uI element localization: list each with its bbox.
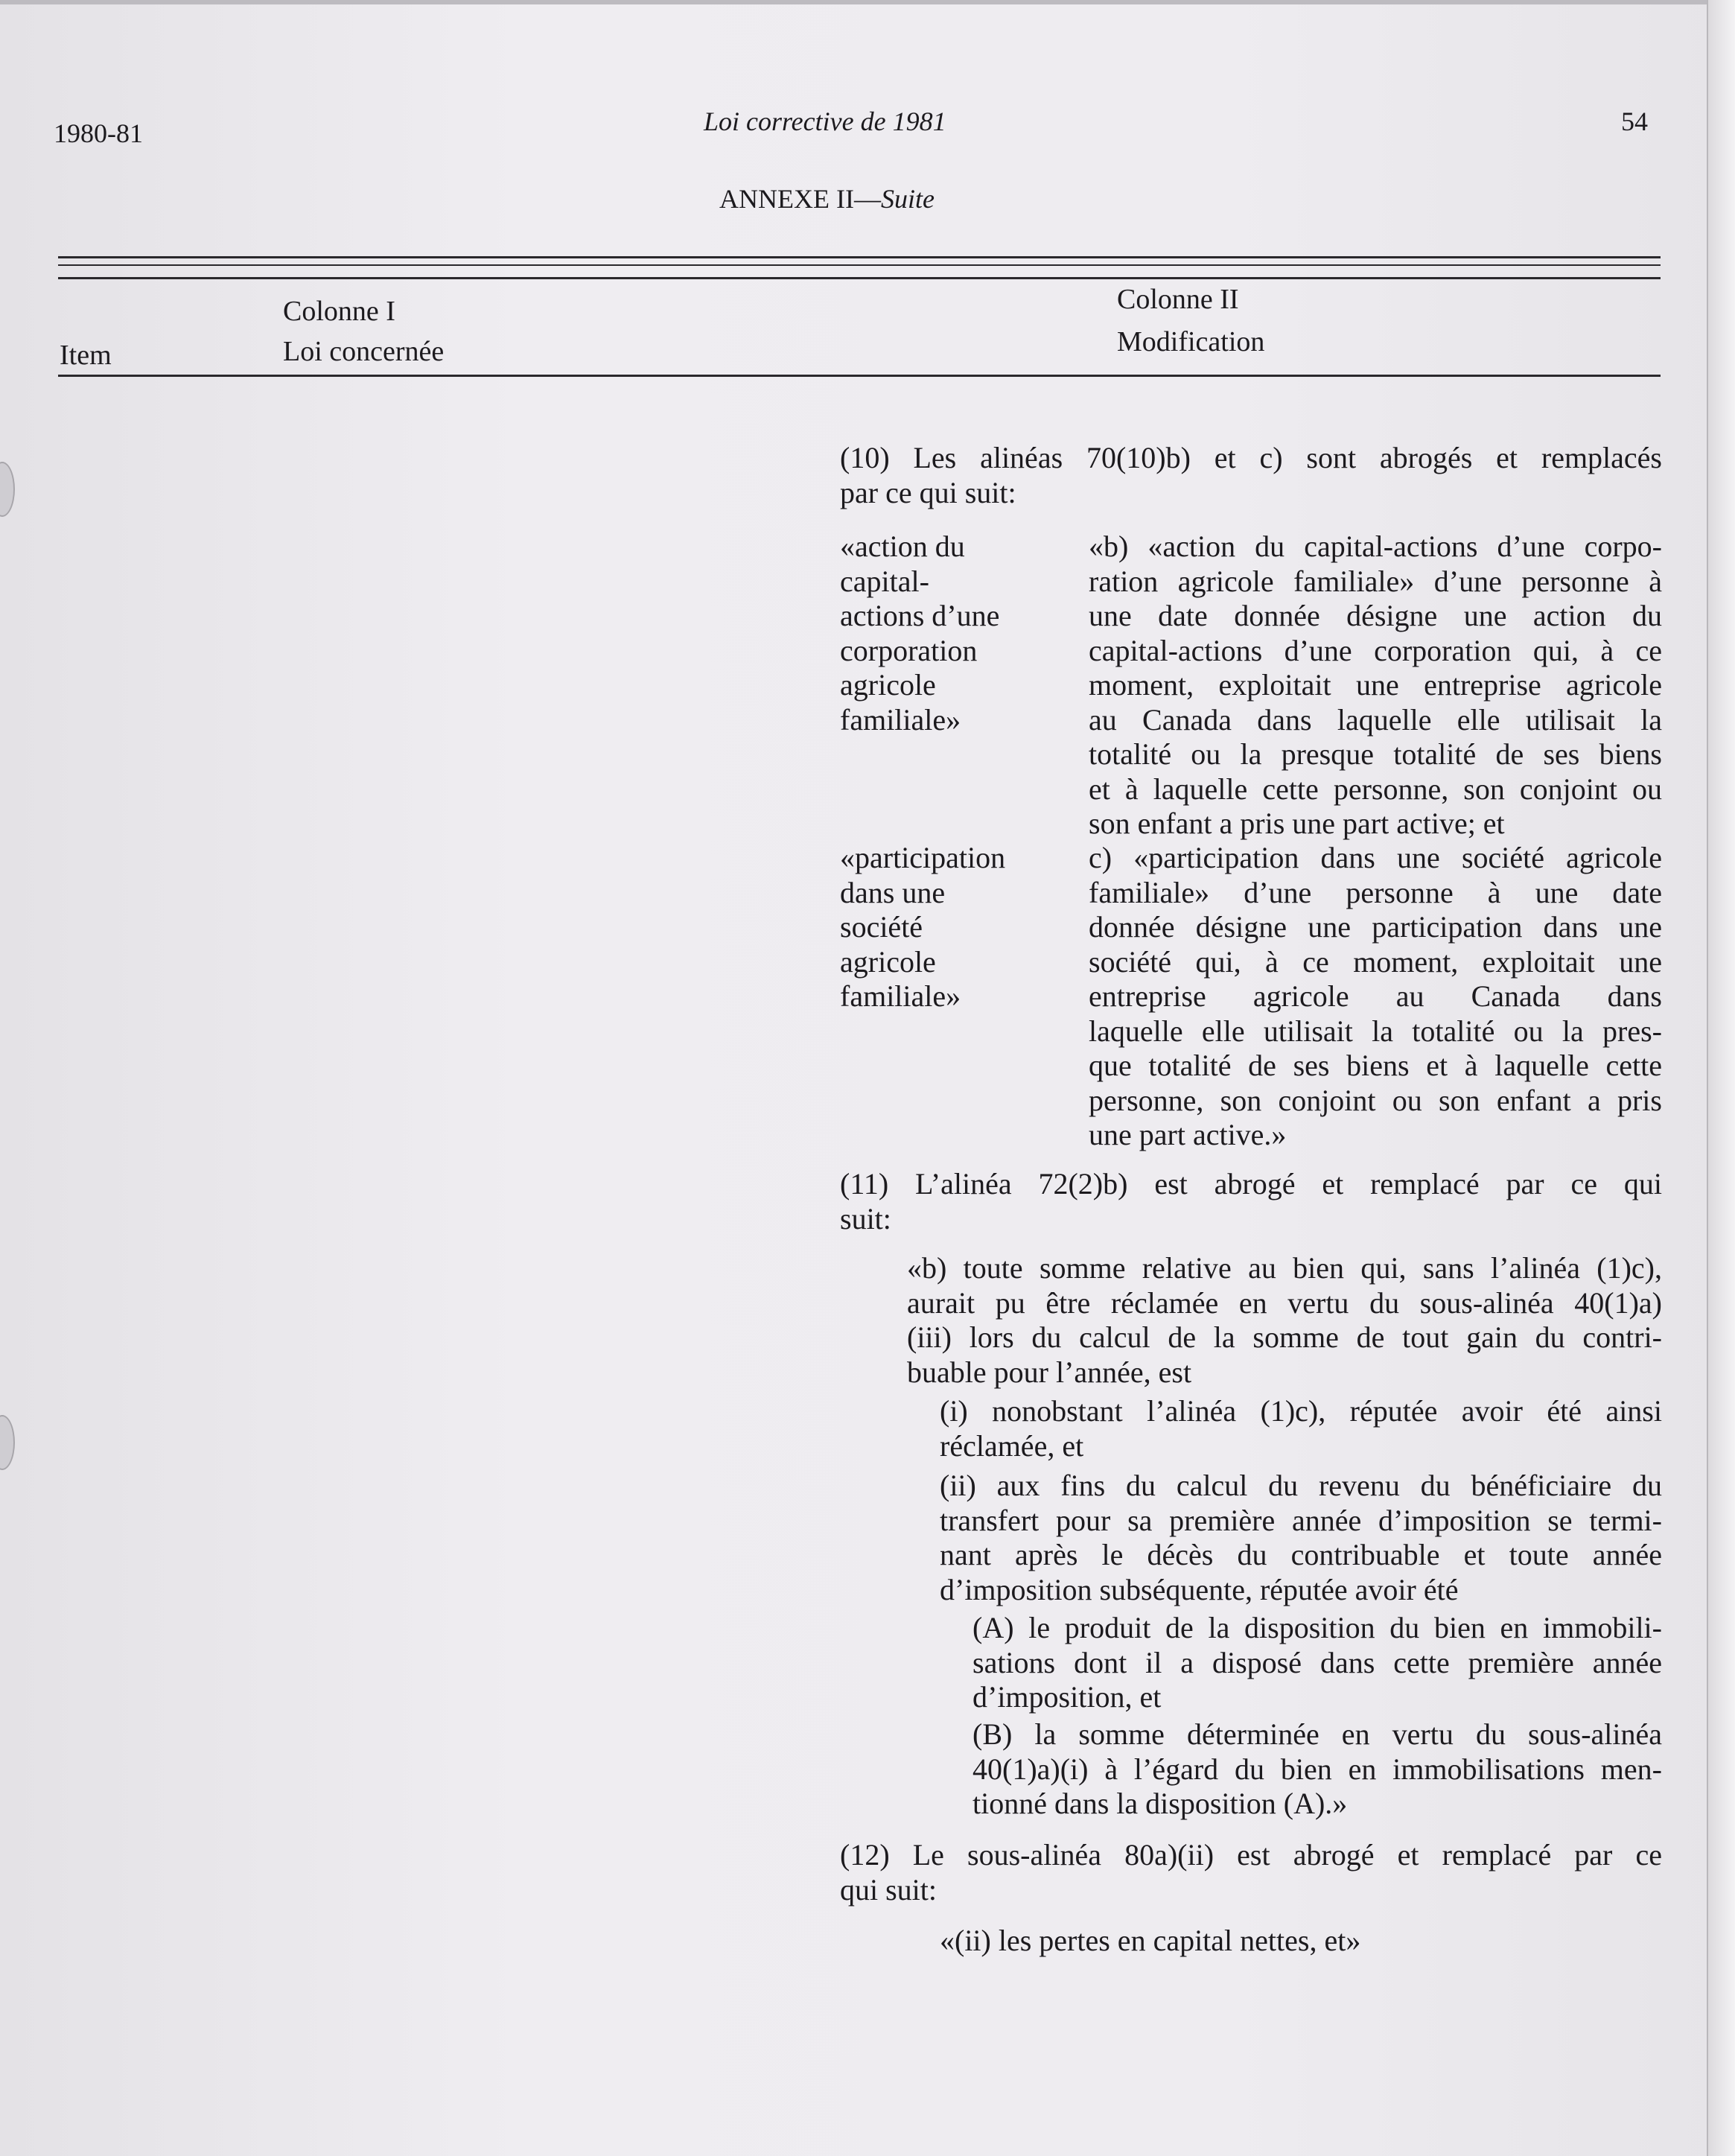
header-rule-top-3 (58, 277, 1661, 279)
column-2-title: Colonne II (1117, 284, 1239, 315)
header-session: 1980-81 (54, 118, 143, 148)
paragraph-10-intro: (10) Les alinéas 70(10)b) et c) sont abrogés et remplacés par ce qui suit: (840, 441, 1662, 509)
clause-b: «b) toute somme relative au bien qui, sans l’alinéa (1)c), aurait pu être réclamée en vertu du sous-alinéa 40(1)a) (iii) lors du calcul de la somme de tout gain du contri- buable pour l’année, est (907, 1251, 1662, 1389)
page-right-edge (1707, 0, 1735, 2156)
annex-heading: ANNEXE II—Suite (719, 184, 935, 214)
definition-c: c) «participation dans une société agricole familiale» d’une personne à une date donnée désigne une participation dans une société qui, à ce moment, exploitait une entreprise agricole au Canada dans laquelle elle utilisait la totalité ou la pres- que totalité de ses biens et à laquelle cette personne, son conjoint ou son enfant a pris une part active.» (1089, 841, 1662, 1151)
header-title: Loi corrective de 1981 (704, 106, 946, 136)
margin-term-action: «action du capital- actions d’une corporation agricole familiale» (840, 530, 1000, 737)
paragraph-12-intro: (12) Le sous-alinéa 80a)(ii) est abrogé et remplacé par ce qui suit: (840, 1838, 1662, 1907)
subclause-A: (A) le produit de la disposition du bien en immobili- sations dont il a disposé dans cette première année d’imposition, et (972, 1611, 1662, 1714)
page-top-edge (0, 0, 1735, 4)
paragraph-11-intro: (11) L’alinéa 72(2)b) est abrogé et remplacé par ce qui suit: (840, 1167, 1662, 1236)
column-1-title: Colonne I (283, 296, 395, 327)
header-rule-top-2 (58, 264, 1661, 266)
column-item-header: Item (60, 340, 112, 371)
definition-b: «b) «action du capital-actions d’une corpo- ration agricole familiale» d’une personne à une date donnée désigne une action du capital-actions d’une corporation qui, à ce moment, exploitait une entreprise agricole au Canada dans laquelle elle utilisait la totalité ou la presque totalité de ses biens et à laquelle cette personne, son conjoint ou son enfant a pris une part active; et (1089, 530, 1662, 840)
subclause-B: (B) la somme déterminée en vertu du sous-alinéa 40(1)a)(i) à l’égard du bien en immobilisations men- tionné dans la disposition (A).» (972, 1717, 1662, 1820)
subclause-i: (i) nonobstant l’alinéa (1)c), réputée avoir été ainsi réclamée, et (940, 1394, 1662, 1463)
margin-term-participation: «participation dans une société agricole familiale» (840, 841, 1006, 1013)
header-page-number: 54 (1621, 106, 1648, 136)
header-rule-top (58, 256, 1661, 258)
header-rule-bottom (58, 375, 1661, 377)
subparagraph-ii: «(ii) les pertes en capital nettes, et» (940, 1924, 1361, 1957)
column-2-subtitle: Modification (1117, 326, 1265, 357)
column-1-subtitle: Loi concernée (283, 336, 445, 367)
subclause-ii: (ii) aux fins du calcul du revenu du bénéficiaire du transfert pour sa première année d’imposition se termi- nant après le décès du contribuable et toute année d’imposition subséquente, réputée avoir été (940, 1469, 1662, 1606)
